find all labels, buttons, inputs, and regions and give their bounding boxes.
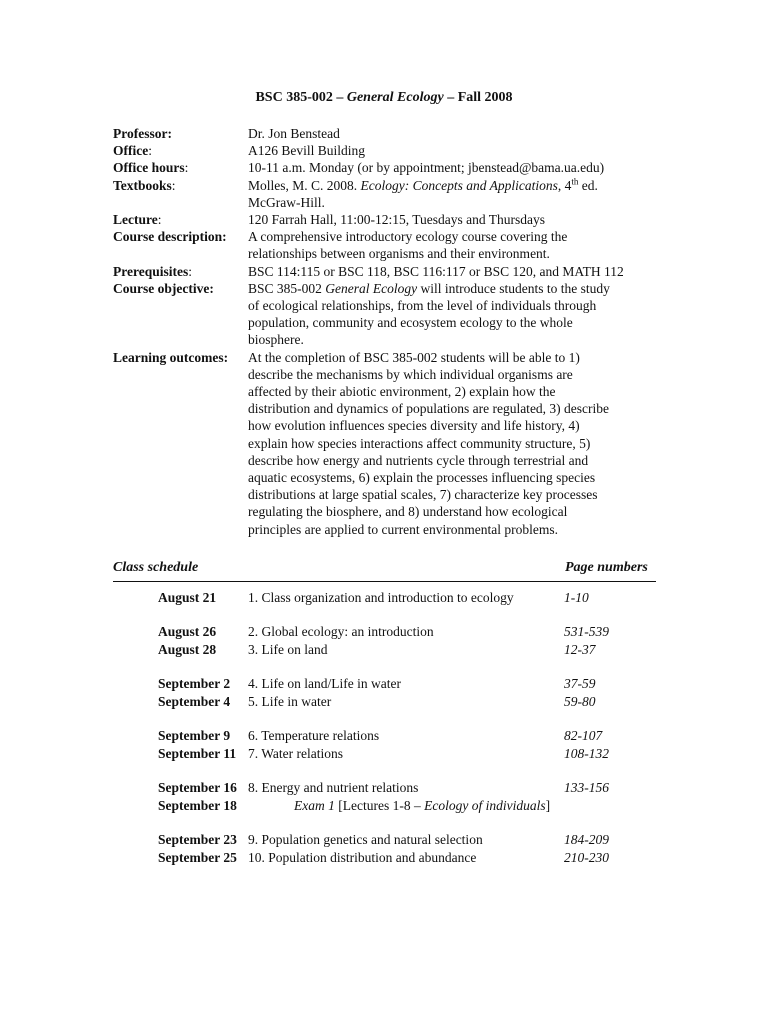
page-numbers-heading: Page numbers xyxy=(565,560,648,575)
learning-outcomes-line: principles are applied to current environmental problems. xyxy=(248,521,559,537)
schedule-topic: 9. Population genetics and natural selection xyxy=(248,832,483,847)
prerequisites-value: BSC 114:115 or BSC 118, BSC 116:117 or BSC 120, and MATH 112 xyxy=(248,263,624,279)
schedule-row xyxy=(158,745,658,763)
lecture-label-colon: : xyxy=(157,212,162,228)
prerequisites-label-text: Prerequisites xyxy=(113,263,189,279)
textbooks-label-colon: : xyxy=(171,177,176,193)
schedule-pages: 1-10 xyxy=(564,590,589,605)
exam-row xyxy=(158,797,658,815)
objective-course-name: General Ecology xyxy=(325,280,418,296)
textbook-publisher: McGraw-Hill. xyxy=(248,194,325,210)
textbooks-row xyxy=(113,177,693,211)
textbook-edition-sup: th xyxy=(571,176,579,187)
course-description-line: A comprehensive introductory ecology course covering the xyxy=(248,229,568,245)
exam-label: Exam 1 xyxy=(294,798,335,813)
course-description-value xyxy=(248,228,693,262)
learning-outcomes-line: regulating the biosphere, and 8) understand how ecological xyxy=(248,504,568,520)
office-label xyxy=(113,142,248,159)
course-description-label: Course description: xyxy=(113,229,227,245)
learning-outcomes-line: distributions at large spatial scales, 7) characterize key processes xyxy=(248,487,598,503)
textbooks-label-text: Textbooks xyxy=(113,177,172,193)
schedule-topic: 1. Class organization and introduction to ecology xyxy=(248,590,514,605)
schedule-topic: 8. Energy and nutrient relations xyxy=(248,780,419,795)
learning-outcomes-line: how evolution influences species diversity and life history, 4) xyxy=(248,418,580,434)
schedule-row xyxy=(158,641,658,659)
course-objective-label: Course objective: xyxy=(113,280,214,296)
schedule-row xyxy=(158,623,658,641)
learning-outcomes-line: aquatic ecosystems, 6) explain the processes influencing species xyxy=(248,470,596,486)
learning-outcomes-line: At the completion of BSC 385-002 students will be able to 1) xyxy=(248,349,580,365)
office-label-colon: : xyxy=(148,143,152,159)
schedule-pages: 531-539 xyxy=(564,624,609,639)
prerequisites-label xyxy=(113,263,248,280)
schedule-pages: 82-107 xyxy=(564,728,603,743)
page-title xyxy=(0,90,768,106)
learning-outcomes-row xyxy=(113,349,693,538)
exam-date: September 18 xyxy=(158,798,237,813)
schedule-topic: 4. Life on land/Life in water xyxy=(248,676,401,691)
learning-outcomes-label: Learning outcomes: xyxy=(113,349,229,365)
exam-lectures: [Lectures 1-8 – xyxy=(334,798,425,813)
schedule-date: September 11 xyxy=(158,746,237,761)
course-objective-value xyxy=(248,280,693,349)
textbooks-label xyxy=(113,177,248,211)
schedule-date: September 23 xyxy=(158,832,237,847)
textbook-edition-suffix: ed. xyxy=(578,177,598,193)
schedule-pages: 108-132 xyxy=(564,746,609,761)
office-value: A126 Bevill Building xyxy=(248,143,366,159)
course-objective-row xyxy=(113,280,693,349)
learning-outcomes-value xyxy=(248,349,693,538)
professor-label: Professor: xyxy=(113,126,172,141)
schedule-date: September 2 xyxy=(158,676,231,691)
schedule-row xyxy=(158,675,658,693)
office-row xyxy=(113,142,693,159)
textbook-citation xyxy=(248,177,693,194)
course-description-line: relationships between organisms and their environment. xyxy=(248,246,550,262)
class-schedule-heading: Class schedule xyxy=(113,560,199,575)
course-description-row xyxy=(113,228,693,262)
schedule-pages: 12-37 xyxy=(564,642,596,657)
schedule-date: September 9 xyxy=(158,728,231,743)
office-label-text: Office xyxy=(113,143,149,159)
schedule-topic: 7. Water relations xyxy=(248,746,344,761)
textbook-author: Molles, M. C. 2008. xyxy=(248,177,361,193)
learning-outcomes-line: describe how energy and nutrients cycle through terrestrial and xyxy=(248,452,589,468)
professor-row xyxy=(113,125,693,142)
course-objective-line xyxy=(248,280,693,297)
schedule-topic: 6. Temperature relations xyxy=(248,728,380,743)
schedule-row xyxy=(158,589,658,607)
office-hours-label-colon: : xyxy=(184,160,189,176)
course-term: Fall 2008 xyxy=(457,90,513,105)
schedule-pages: 37-59 xyxy=(564,676,596,691)
prerequisites-row xyxy=(113,263,693,280)
learning-outcomes-line: distribution and dynamics of populations are regulated, 3) describe xyxy=(248,401,610,417)
learning-outcomes-line: affected by their abiotic environment, 2) explain how the xyxy=(248,384,556,400)
schedule-row xyxy=(158,831,658,849)
exam-bracket-close: ] xyxy=(545,798,551,813)
title-separator: – xyxy=(332,90,347,105)
textbook-edition: , 4 xyxy=(557,177,572,193)
schedule-row xyxy=(158,727,658,745)
schedule-row xyxy=(158,693,658,711)
schedule-date: September 25 xyxy=(158,850,237,865)
schedule-date: August 28 xyxy=(158,642,217,657)
office-hours-label-text: Office hours xyxy=(113,160,185,176)
schedule-header xyxy=(113,560,656,582)
course-code: BSC 385-002 xyxy=(255,90,333,105)
schedule-pages: 184-209 xyxy=(564,832,609,847)
lecture-label-text: Lecture xyxy=(113,212,158,228)
schedule-date: August 21 xyxy=(158,590,217,605)
schedule-topic: 10. Population distribution and abundance xyxy=(248,850,477,865)
lecture-value: 120 Farrah Hall, 11:00-12:15, Tuesdays and Thursdays xyxy=(248,212,545,228)
schedule-topic: 3. Life on land xyxy=(248,642,328,657)
lecture-row xyxy=(113,211,693,228)
textbook-title: Ecology: Concepts and Applications xyxy=(360,177,558,193)
schedule-pages: 133-156 xyxy=(564,780,609,795)
office-hours-row xyxy=(113,159,693,176)
schedule-pages: 210-230 xyxy=(564,850,609,865)
schedule-table xyxy=(158,589,658,867)
lecture-label xyxy=(113,211,248,228)
schedule-date: September 16 xyxy=(158,780,237,795)
schedule-pages: 59-80 xyxy=(564,694,596,709)
exam-description xyxy=(294,797,550,815)
professor-value: Dr. Jon Benstead xyxy=(248,126,340,141)
course-objective-line: of ecological relationships, from the level of individuals through xyxy=(248,298,597,314)
learning-outcomes-line: explain how species interactions affect community structure, 5) xyxy=(248,435,591,451)
textbooks-value xyxy=(248,177,693,211)
schedule-topic: 5. Life in water xyxy=(248,694,332,709)
schedule-date: September 4 xyxy=(158,694,231,709)
office-hours-label xyxy=(113,159,248,176)
course-objective-line: population, community and ecosystem ecology to the whole xyxy=(248,315,573,331)
objective-text: will introduce students to the study xyxy=(417,280,610,296)
course-info xyxy=(113,125,693,538)
course-name: General Ecology xyxy=(346,90,444,105)
schedule-date: August 26 xyxy=(158,624,217,639)
office-hours-value: 10-11 a.m. Monday (or by appointment; jbenstead@bama.ua.edu) xyxy=(248,160,605,176)
course-objective-line: biosphere. xyxy=(248,332,304,348)
objective-course-code: BSC 385-002 xyxy=(248,280,326,296)
exam-topic: Ecology of individuals xyxy=(424,798,546,813)
prerequisites-label-colon: : xyxy=(188,263,193,279)
schedule-row xyxy=(158,779,658,797)
schedule-row xyxy=(158,849,658,867)
learning-outcomes-line: describe the mechanisms by which individual organisms are xyxy=(248,366,573,382)
schedule-topic: 2. Global ecology: an introduction xyxy=(248,624,434,639)
title-separator: – xyxy=(443,90,458,105)
